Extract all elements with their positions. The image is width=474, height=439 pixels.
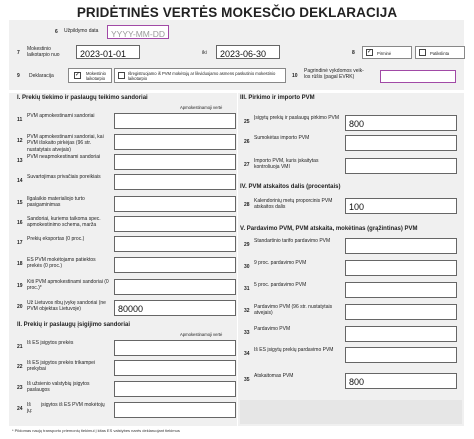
row-17-input[interactable]: [114, 236, 236, 252]
row-12-input[interactable]: [114, 134, 236, 150]
row-18-input[interactable]: [114, 257, 236, 273]
row-18-number: 18: [17, 261, 23, 267]
row-11-number: 11: [17, 117, 23, 123]
activity-code-input[interactable]: [380, 70, 456, 83]
row-12-label: PVM apmokestinami sandoriai, kai PVM išskaito pirkėjas (96 str. nustatytais atvejais): [27, 134, 104, 153]
final-period-label: Išregistruojamo iš PVM mokėtojų ar likviduojamo asmens paskutinio mokestinio laikotarpio: [128, 71, 276, 82]
footnote: * Pildomas naujų transporto priemonių tiekimui į kitas ES valstybes narės deklaruojant tiekimus: [12, 428, 180, 433]
row-31-input[interactable]: [345, 282, 457, 298]
row-16-input[interactable]: [114, 216, 236, 232]
section-2-column-header: Apmokestinamoji vertė: [180, 332, 223, 337]
revised-declaration-option[interactable]: [415, 46, 465, 59]
row-28-input[interactable]: 100: [345, 198, 457, 214]
row-8-number: 8: [352, 50, 355, 56]
row-14-label: Suvartojimas privačiais poreikiais: [27, 174, 101, 180]
row-19-number: 19: [17, 283, 23, 289]
row-32-number: 32: [244, 308, 250, 314]
row-21-input[interactable]: [114, 340, 236, 356]
row-24-label: Iš jų:: [27, 402, 33, 415]
section-1-column-header: Apmokestinamoji vertė: [180, 105, 223, 110]
row-26-label: Sumokėtas importo PVM: [254, 135, 310, 141]
row-11-input[interactable]: [114, 113, 236, 129]
first-declaration-option[interactable]: [362, 46, 412, 59]
regular-period-checkbox[interactable]: ✓: [75, 72, 81, 78]
row-19-label: Kiti PVM apmokestinami sandoriai (0 proc.)*: [27, 279, 109, 292]
row-32-input[interactable]: [345, 304, 457, 320]
row-33-input[interactable]: [345, 326, 457, 342]
row-30-number: 30: [244, 264, 250, 270]
row-22-input[interactable]: [114, 360, 236, 376]
row-24-number: 24: [17, 406, 23, 412]
row-25-number: 25: [244, 119, 250, 125]
row-25-input[interactable]: 800: [345, 115, 457, 131]
row-15-input[interactable]: [114, 196, 236, 212]
row-31-label: 5 proc. pardavimo PVM: [254, 282, 307, 288]
row-35-input[interactable]: 800: [345, 373, 457, 389]
row-30-label: 9 proc. pardavimo PVM: [254, 260, 307, 266]
row-16-label: Sandoriai, kuriems taikoma spec. apmokestinimo schema, marža: [27, 216, 101, 229]
regular-period-label: Mokestinio laikotarpio: [86, 71, 107, 82]
first-checkbox[interactable]: ✓: [367, 49, 373, 55]
row-22-number: 22: [17, 364, 23, 370]
row-6-number: 6: [55, 29, 58, 35]
row-32-label: Pardavimo PVM (96 str. nustatytais atvejais): [254, 304, 333, 317]
row-29-number: 29: [244, 242, 250, 248]
section-3-title: III. Pirkimo ir importo PVM: [240, 95, 315, 101]
row-29-input[interactable]: [345, 238, 457, 254]
fill-date-label: Užpildymo data: [64, 28, 99, 34]
row-26-input[interactable]: [345, 135, 457, 151]
revised-label: Patikslinta: [430, 51, 450, 56]
fill-date-input[interactable]: YYYY-MM-DD: [107, 25, 169, 39]
row-23-input[interactable]: [114, 381, 236, 397]
row-11-label: PVM apmokestinami sandoriai: [27, 113, 95, 119]
period-from-label: Mokestinio laikotarpio nuo: [27, 46, 60, 59]
row-17-number: 17: [17, 240, 23, 246]
row-33-number: 33: [244, 330, 250, 336]
row-18-label: ES PVM mokėtojams patiektos prekės (0 proc.): [27, 257, 96, 270]
first-label: Pirminė: [377, 51, 392, 56]
row-17-label: Prekių eksportas (0 proc.): [27, 236, 85, 242]
form-title: PRIDĖTINĖS VERTĖS MOKESČIO DEKLARACIJA: [76, 5, 398, 20]
section-5-title: V. Pardavimo PVM, PVM atskaita, mokėtinas (grąžintinas) PVM: [240, 226, 418, 232]
row-23-number: 23: [17, 385, 23, 391]
row-12-number: 12: [17, 138, 23, 144]
row-28-number: 28: [244, 202, 250, 208]
row-19-input[interactable]: [114, 279, 236, 295]
row-21-number: 21: [17, 344, 23, 350]
row-27-label: Importo PVM, kuris įskaitytas kontroliuoja VMI: [254, 158, 319, 171]
period-from-input[interactable]: 2023-01-01: [76, 45, 140, 59]
row-22-label: Iš ES įsigytos prekės trikampei prekybai: [27, 360, 96, 373]
row-7-number: 7: [17, 50, 20, 56]
row-10-number: 10: [292, 73, 298, 79]
row-23-label: Iš užsienio valstybių įsigytos paslaugos: [27, 381, 90, 394]
row-34-input[interactable]: [345, 347, 457, 363]
row-34-number: 34: [244, 351, 250, 357]
revised-checkbox[interactable]: [419, 49, 426, 56]
row-29-label: Standartinio tarifo pardavimo PVM: [254, 238, 331, 244]
row-13-input[interactable]: [114, 154, 236, 170]
row-20-label: Už Lietuvos ribų įvykę sandoriai (ne PVM objektas Lietuvoje): [27, 300, 106, 313]
total-row-highlight: [240, 400, 462, 424]
section-4-title: IV. PVM atskaitos dalis (procentais): [240, 184, 341, 190]
row-27-number: 27: [244, 162, 250, 168]
row-34-label: Iš ES įsigytų prekių pardavimo PVM: [254, 347, 334, 353]
row-21-label: Iš ES įsigytos prekės: [27, 340, 74, 346]
section-2-title: II. Prekių ir paslaugų įsigijimo sandoriai: [17, 322, 131, 328]
row-27-input[interactable]: [345, 158, 457, 174]
section-1-title: I. Prekių tiekimo ir paslaugų teikimo sandoriai: [17, 95, 148, 101]
declaration-label: Deklaracija: [29, 73, 54, 79]
row-33-label: Pardavimo PVM: [254, 326, 291, 332]
final-period-checkbox[interactable]: [118, 72, 125, 79]
activity-code-label: Pagrindinė vykdomos veik-los rūšis (pagal EVRK): [304, 68, 364, 81]
row-20-number: 20: [17, 304, 23, 310]
row-24-sublabel: įsigytos iš ES PVM mokėtojų: [41, 402, 105, 408]
row-16-number: 16: [17, 220, 23, 226]
row-9-number: 9: [17, 73, 20, 79]
row-20-input[interactable]: 80000: [114, 300, 236, 316]
row-13-label: PVM neapmokestinami sandoriai: [27, 154, 101, 160]
row-35-label: Atskaitomas PVM: [254, 373, 294, 379]
period-to-input[interactable]: 2023-06-30: [216, 45, 280, 59]
row-26-number: 26: [244, 139, 250, 145]
row-14-number: 14: [17, 178, 23, 184]
row-30-input[interactable]: [345, 260, 457, 276]
declaration-type-regular[interactable]: [68, 68, 112, 83]
row-15-number: 15: [17, 200, 23, 206]
row-28-label: Kalendorinių metų proporcinis PVM atskaitos dalis: [254, 198, 333, 211]
period-to-label: iki: [202, 50, 207, 56]
row-13-number: 13: [17, 158, 23, 164]
row-15-label: Ilgalaikio materialiojo turto pasigaminimas: [27, 196, 85, 209]
row-35-number: 35: [244, 377, 250, 383]
row-14-input[interactable]: [114, 174, 236, 190]
row-24-input[interactable]: [114, 402, 236, 418]
row-31-number: 31: [244, 286, 250, 292]
row-25-label: Įsigytų prekių ir paslaugų pirkimo PVM: [254, 115, 340, 121]
declaration-type-final[interactable]: [114, 68, 286, 83]
